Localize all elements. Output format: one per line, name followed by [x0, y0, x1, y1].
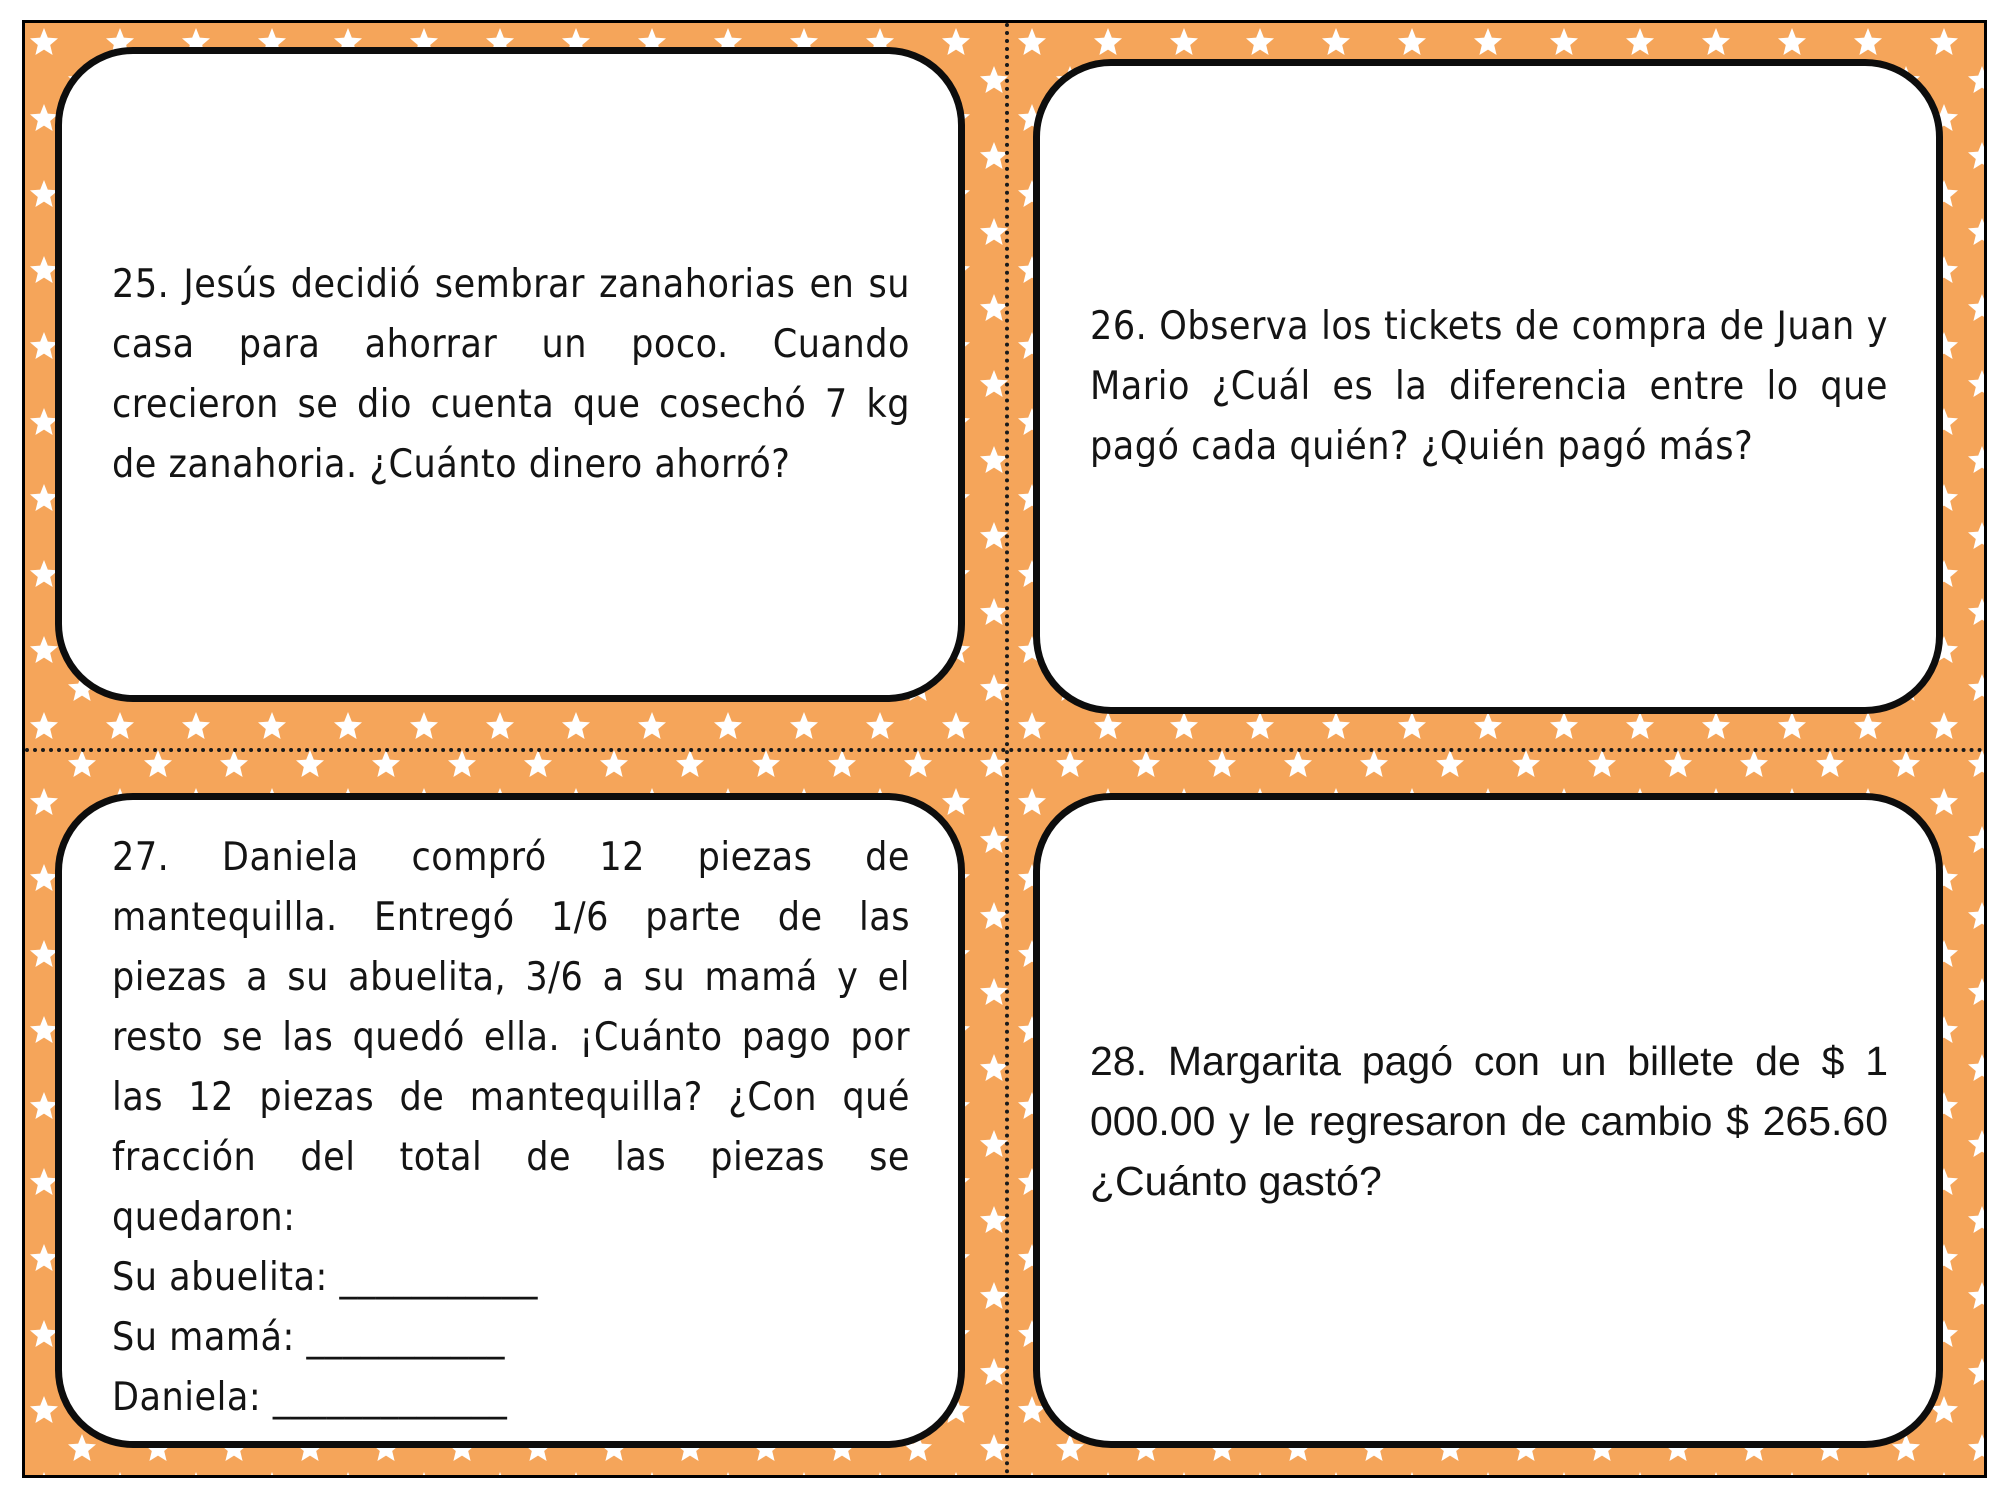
answer-label: Su mamá:: [112, 1315, 307, 1360]
answer-blank: ___________: [339, 1255, 538, 1300]
horizontal-cut-line: [25, 748, 1984, 752]
problem-card-27: [55, 793, 965, 1448]
answer-line-mama: [112, 1308, 910, 1368]
problem-text-27: 27. Daniela compró 12 piezas de mantequilla. Entregó 1/6 parte de las piezas a su abuelita, 3/6 a su mamá y el resto se las quedó ella. ¡Cuánto pago por las 12 piezas de mantequilla? ¿Con qué fracción del total de las piezas se quedaron:: [112, 835, 910, 1240]
answer-blank: ___________: [306, 1315, 505, 1360]
answer-blank: _____________: [272, 1375, 508, 1420]
answer-label: Su abuelita:: [112, 1255, 340, 1300]
problem-card-28: [1033, 793, 1943, 1448]
answer-lines: [112, 1248, 910, 1428]
answer-line-abuelita: [112, 1248, 910, 1308]
problem-card-26: [1033, 59, 1943, 714]
answer-line-daniela: [112, 1368, 910, 1428]
answer-label: Daniela:: [112, 1375, 273, 1420]
star-pattern-background: [22, 20, 1987, 1478]
problem-text-26: 26. Observa los tickets de compra de Juan y Mario ¿Cuál es la diferencia entre lo que pagó cada quién? ¿Quién pagó más?: [1090, 303, 1888, 469]
problem-text-28: 28. Margarita pagó con un billete de $ 1 000.00 y le regresaron de cambio $ 265.60 ¿Cuánto gastó?: [1090, 1037, 1888, 1204]
problem-text-25: 25. Jesús decidió sembrar zanahorias en su casa para ahorrar un poco. Cuando crecieron se dio cuenta que cosechó 7 kg de zanahoria. ¿Cuánto dinero ahorró?: [112, 261, 910, 487]
problem-card-25: [55, 47, 965, 702]
